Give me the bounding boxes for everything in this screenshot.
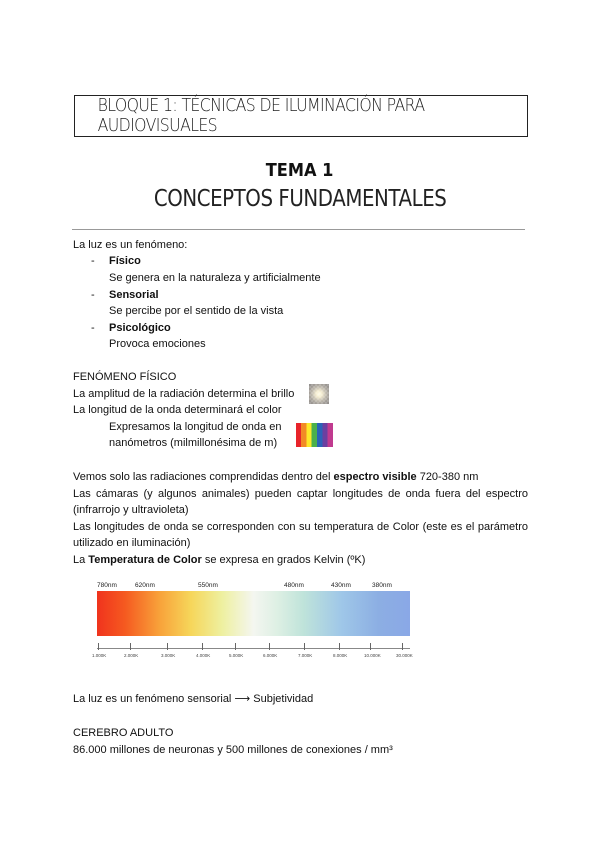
color-temperature-gradient <box>97 591 410 636</box>
tema-title-text: CONCEPTOS FUNDAMENTALES <box>153 186 447 212</box>
color-spectrum-swatch-icon <box>296 423 333 447</box>
tema-title <box>0 186 600 212</box>
text: Subjetividad <box>250 693 314 705</box>
text: 720-380 nm <box>416 471 479 483</box>
kelvin-label: 30.000K <box>396 653 413 658</box>
fisico-line-color: La longitud de la onda determinará el color <box>73 404 282 416</box>
fisico-line-brillo: La amplitud de la radiación determina el brillo <box>73 388 295 400</box>
item-desc: Se percibe por el sentido de la vista <box>109 305 284 317</box>
text-bold: Temperatura de Color <box>88 554 202 566</box>
kelvin-label: 1.000K <box>92 653 107 658</box>
block-title <box>74 95 528 137</box>
section-heading-cerebro: CEREBRO ADULTO <box>73 727 174 739</box>
kelvin-label: 10.000K <box>364 653 381 658</box>
wavelength-label: 780nm <box>97 582 117 589</box>
wavelength-label: 380nm <box>372 582 392 589</box>
cerebro-line: 86.000 millones de neuronas y 500 millones de conexiones / mm³ <box>73 744 393 756</box>
fisico-sub-line: Expresamos la longitud de onda en <box>109 421 282 433</box>
kelvin-label: 8.000K <box>333 653 348 658</box>
sensorial-line <box>73 691 313 707</box>
paragraph-temperatura: Las longitudes de onda se corresponden con su temperatura de Color (este es el parámetro utilizado en iluminación) <box>73 521 528 549</box>
brightness-icon <box>309 384 329 404</box>
kelvin-label: 5.000K <box>229 653 244 658</box>
kelvin-tick <box>98 643 99 650</box>
kelvin-tick <box>370 643 371 650</box>
section-heading-fisico: FENÓMENO FÍSICO <box>73 371 177 383</box>
kelvin-tick <box>269 643 270 650</box>
wavelength-label: 620nm <box>135 582 155 589</box>
item-term: Físico <box>109 255 141 267</box>
kelvin-tick <box>130 643 131 650</box>
item-desc: Se genera en la naturaleza y artificialmente <box>109 272 321 284</box>
kelvin-tick <box>235 643 236 650</box>
item-term: Sensorial <box>109 289 159 301</box>
text: La luz es un fenómeno sensorial <box>73 693 235 705</box>
kelvin-tick <box>167 643 168 650</box>
espectro-visible-line <box>73 469 478 485</box>
arrow-icon: ⟶ <box>234 693 251 705</box>
kelvin-axis <box>97 648 410 649</box>
tema-number <box>0 160 600 181</box>
kelvin-label: 7.000K <box>298 653 313 658</box>
kelvin-line <box>73 552 365 568</box>
divider <box>72 229 525 230</box>
bullet-dash: - <box>91 289 95 301</box>
fisico-sub-line: nanómetros (milmillonésima de m) <box>109 437 278 449</box>
bullet-dash: - <box>91 255 95 267</box>
wavelength-label: 430nm <box>331 582 351 589</box>
intro-lead: La luz es un fenómeno: <box>73 239 188 251</box>
kelvin-tick <box>339 643 340 650</box>
text: se expresa en grados Kelvin (ºK) <box>201 554 366 566</box>
kelvin-label: 3.000K <box>161 653 176 658</box>
kelvin-tick <box>402 643 403 650</box>
kelvin-label: 4.000K <box>196 653 211 658</box>
text: La <box>73 554 89 566</box>
block-title-text: BLOQUE 1: TÉCNICAS DE ILUMINACIÓN PARA AUDIOVISUALES <box>97 96 425 136</box>
wavelength-label: 550nm <box>198 582 218 589</box>
item-term: Psicológico <box>109 322 171 334</box>
kelvin-tick <box>304 643 305 650</box>
tema-number-text: TEMA 1 <box>266 160 334 181</box>
text: Vemos solo las radiaciones comprendidas dentro del <box>73 471 334 483</box>
paragraph-camaras: Las cámaras (y algunos animales) pueden captar longitudes de onda fuera del espectro (infrarrojo y ultravioleta) <box>73 488 528 516</box>
item-desc: Provoca emociones <box>109 338 206 350</box>
kelvin-label: 6.000K <box>263 653 278 658</box>
kelvin-label: 2.000K <box>124 653 139 658</box>
bullet-dash: - <box>91 322 95 334</box>
kelvin-tick <box>202 643 203 650</box>
wavelength-label: 480nm <box>284 582 304 589</box>
text-bold: espectro visible <box>333 471 417 483</box>
